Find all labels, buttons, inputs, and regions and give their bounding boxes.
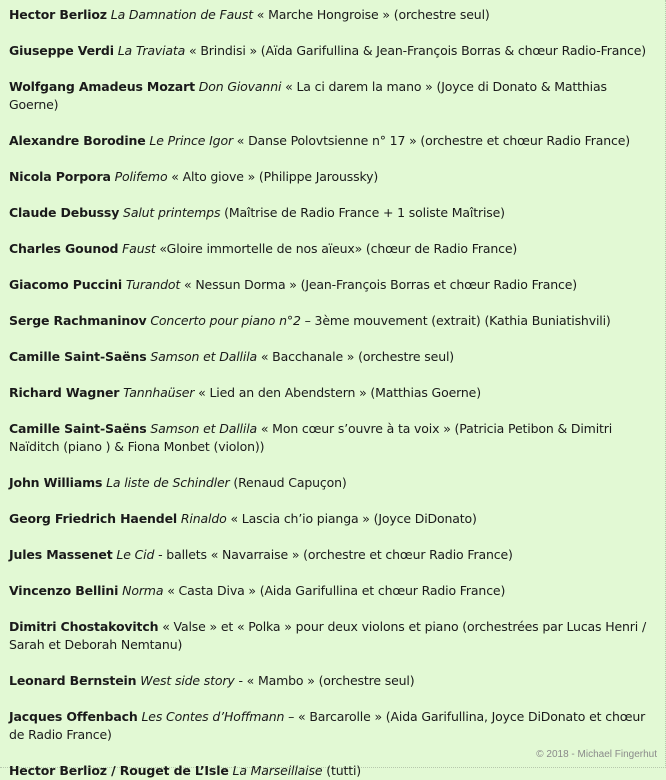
work-details: – 3ème mouvement (extrait) (Kathia Buniatishvili)	[304, 313, 611, 328]
work-details: « Mon cœur s’ouvre à ta voix » (Patricia Petibon & Dimitri Naïditch (piano ) & Fiona Monbet (violon))	[9, 421, 613, 454]
work-details: (tutti)	[326, 763, 362, 778]
work-title: Turandot	[125, 277, 181, 292]
work-title: Polifemo	[114, 169, 168, 184]
work-title: Samson et Dallila	[150, 349, 258, 364]
composer-name: Wolfgang Amadeus Mozart	[9, 79, 195, 94]
work-details: « La ci darem la mano » (Joyce di Donato & Matthias Goerne)	[9, 79, 607, 112]
work-details: (Renaud Capuçon)	[233, 475, 347, 490]
work-title: Faust	[122, 241, 156, 256]
program-entry	[9, 312, 657, 330]
program-entry	[9, 204, 657, 222]
program-entry	[9, 384, 657, 402]
program-entry	[9, 474, 657, 492]
composer-name: Jules Massenet	[9, 547, 113, 562]
work-details: « Danse Polovtsienne n° 17 » (orchestre et chœur Radio France)	[236, 133, 630, 148]
composer-name: Camille Saint-Saëns	[9, 349, 147, 364]
program-entry	[9, 618, 657, 654]
work-details: – « Barcarolle » (Aida Garifullina, Joyce DiDonato et chœur de Radio France)	[9, 709, 646, 742]
composer-name: Giacomo Puccini	[9, 277, 123, 292]
composer-name: Camille Saint-Saëns	[9, 421, 147, 436]
work-title: Tannhaüser	[123, 385, 195, 400]
work-title: West side story	[140, 673, 235, 688]
composer-name: Hector Berlioz / Rouget de L’Isle	[9, 763, 229, 778]
composer-name: Vincenzo Bellini	[9, 583, 119, 598]
program-entry	[9, 276, 657, 294]
work-details: « Valse » et « Polka » pour deux violons et piano (orchestrées par Lucas Henri / Sarah et Deborah Nemtanu)	[9, 619, 647, 652]
work-details: « Alto giove » (Philippe Jaroussky)	[171, 169, 379, 184]
program-entry	[9, 582, 657, 600]
program-entry	[9, 78, 657, 114]
program-entry	[9, 42, 657, 60]
work-title: La Marseillaise	[232, 763, 323, 778]
work-details: « Lied an den Abendstern » (Matthias Goerne)	[198, 385, 481, 400]
work-details: - ballets « Navarraise » (orchestre et chœur Radio France)	[158, 547, 513, 562]
work-details: « Casta Diva » (Aida Garifullina et chœur Radio France)	[167, 583, 506, 598]
work-title: Norma	[122, 583, 164, 598]
program-entry	[9, 240, 657, 258]
work-title: Rinaldo	[180, 511, 227, 526]
work-details: « Lascia ch’io pianga » (Joyce DiDonato)	[230, 511, 477, 526]
composer-name: Hector Berlioz	[9, 7, 107, 22]
work-title: Le Prince Igor	[149, 133, 233, 148]
program-entry	[9, 420, 657, 456]
work-details: « Bacchanale » (orchestre seul)	[260, 349, 455, 364]
program-entry	[9, 348, 657, 366]
work-title: Salut printemps	[123, 205, 221, 220]
work-details: - « Mambo » (orchestre seul)	[238, 673, 415, 688]
composer-name: Serge Rachmaninov	[9, 313, 147, 328]
program-entry	[9, 762, 657, 780]
work-title: Don Giovanni	[198, 79, 282, 94]
composer-name: John Williams	[9, 475, 103, 490]
work-details: (Maîtrise de Radio France + 1 soliste Maîtrise)	[224, 205, 505, 220]
composer-name: Richard Wagner	[9, 385, 120, 400]
work-details: « Nessun Dorma » (Jean-François Borras et chœur Radio France)	[184, 277, 577, 292]
work-title: Samson et Dallila	[150, 421, 258, 436]
program-entry	[9, 132, 657, 150]
program-entry	[9, 6, 657, 24]
work-title: Le Cid	[116, 547, 155, 562]
program-entry	[9, 672, 657, 690]
composer-name: Jacques Offenbach	[9, 709, 138, 724]
composer-name: Nicola Porpora	[9, 169, 111, 184]
work-details: « Marche Hongroise » (orchestre seul)	[256, 7, 490, 22]
program-entry	[9, 510, 657, 528]
composer-name: Alexandre Borodine	[9, 133, 146, 148]
work-details: « Brindisi » (Aïda Garifullina & Jean-François Borras & chœur Radio-France)	[189, 43, 646, 58]
copyright-footer: © 2018 - Michael Fingerhut	[536, 749, 657, 760]
work-title: La liste de Schindler	[106, 475, 230, 490]
work-title: La Traviata	[117, 43, 186, 58]
work-details: «Gloire immortelle de nos aïeux» (chœur de Radio France)	[159, 241, 518, 256]
program-entry	[9, 708, 657, 744]
composer-name: Leonard Bernstein	[9, 673, 137, 688]
composer-name: Claude Debussy	[9, 205, 120, 220]
work-title: La Damnation de Faust	[110, 7, 253, 22]
composer-name: Giuseppe Verdi	[9, 43, 114, 58]
composer-name: Dimitri Chostakovitch	[9, 619, 159, 634]
work-title: Concerto pour piano n°2	[150, 313, 301, 328]
program-entry	[9, 546, 657, 564]
composer-name: Georg Friedrich Haendel	[9, 511, 178, 526]
composer-name: Charles Gounod	[9, 241, 119, 256]
work-title: Les Contes d’Hoffmann	[141, 709, 285, 724]
program-entry	[9, 168, 657, 186]
